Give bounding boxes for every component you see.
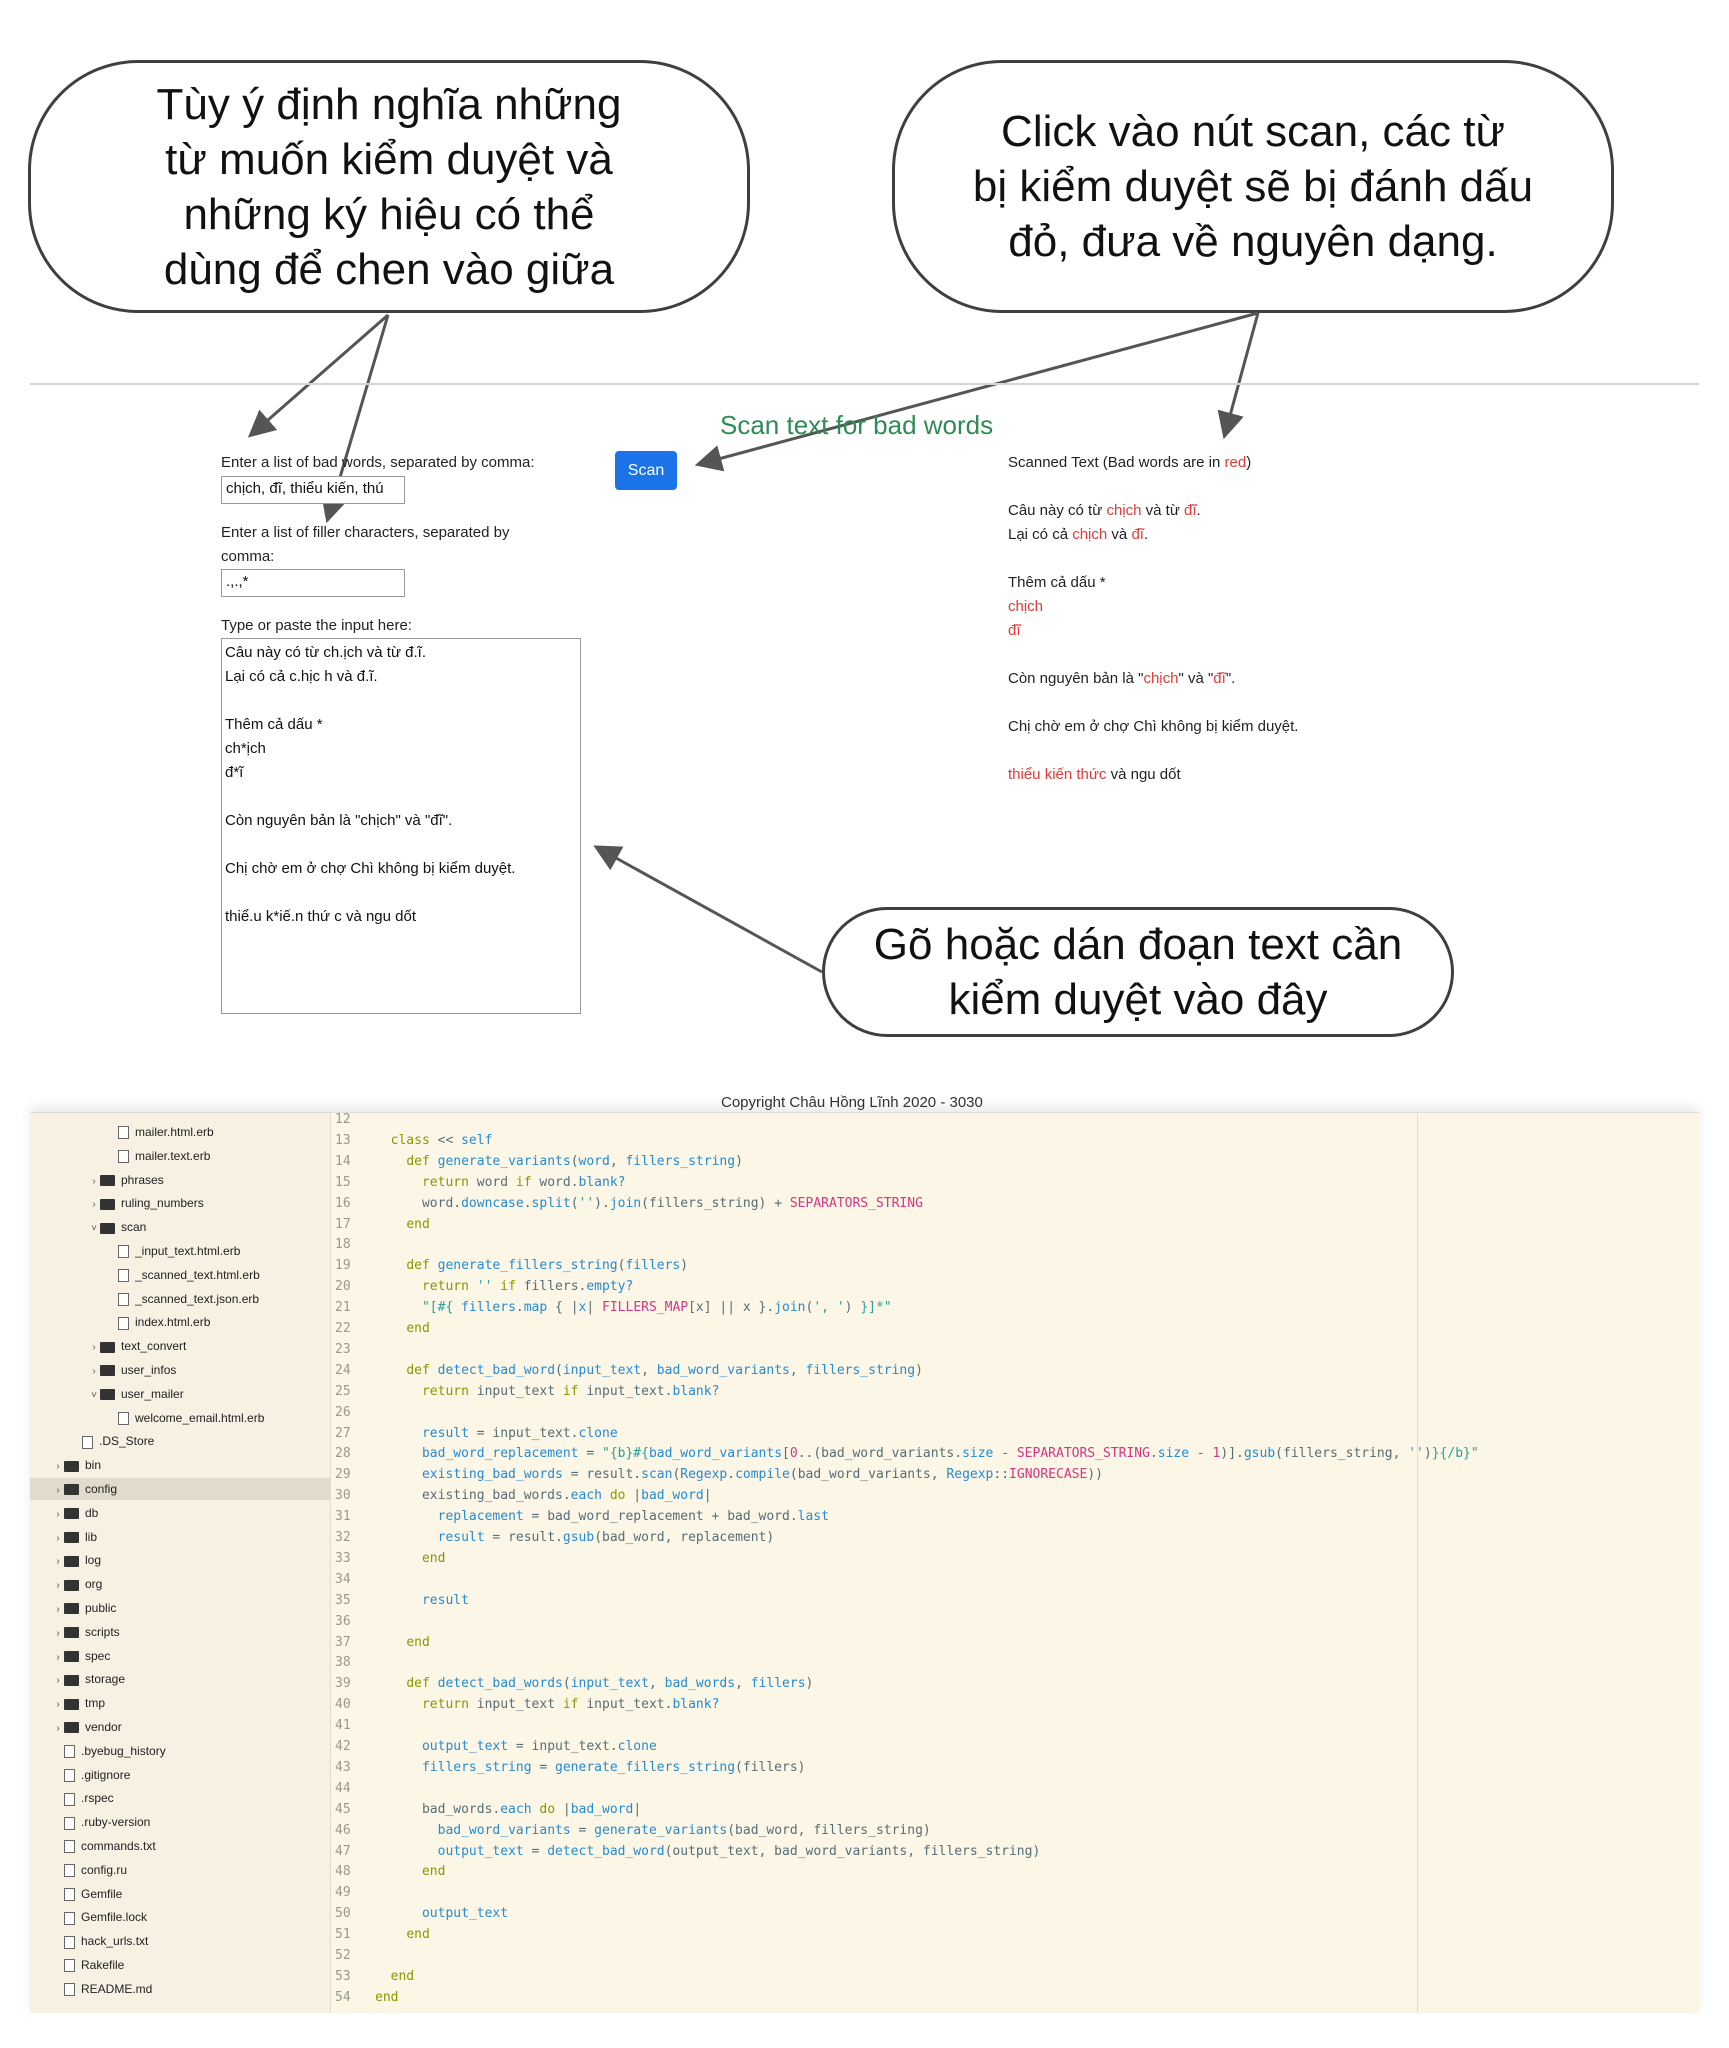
code-line: replacement = bad_word_replacement + bad_word.last [437, 1509, 829, 1525]
line-number: 40 [335, 1697, 351, 1713]
code-line: result = result.gsub(bad_word, replacement) [437, 1530, 775, 1545]
file-icon [64, 1840, 75, 1853]
line-number: 16 [335, 1195, 351, 1211]
callout-input-text: Gõ hoặc dán đoạn text cần kiểm duyệt vào đây [873, 920, 1403, 1024]
line-number: 38 [335, 1655, 351, 1671]
tree-item-label: hack_urls.txt [81, 1934, 149, 1949]
code-line: word.downcase.split('').join(fillers_string) + SEPARATORS_STRING [375, 1195, 923, 1211]
code-line: def detect_bad_word(input_text, bad_word_variants, fillers_string) [406, 1362, 923, 1378]
line-number: 45 [335, 1801, 351, 1817]
file-icon [118, 1293, 129, 1306]
chevron-right-icon[interactable]: › [56, 1580, 60, 1592]
code-line: return input_text if input_text.blank? [421, 1697, 720, 1713]
file-icon [82, 1436, 93, 1449]
copyright: Copyright Châu Hồng Lĩnh 2020 - 3030 [721, 1094, 983, 1111]
code-line: output_text [421, 1906, 509, 1922]
tree-item-label: public [85, 1601, 117, 1615]
page-title: Scan text for bad words [720, 410, 994, 440]
tree-item-label: .gitignore [81, 1767, 131, 1782]
line-numbers [331, 1113, 375, 2013]
tree-file[interactable] [30, 1311, 330, 1333]
file-icon [118, 1317, 129, 1330]
tree-item-label: .byebug_history [81, 1743, 166, 1758]
tree-file[interactable] [30, 1859, 330, 1881]
tree-item-label: welcome_email.html.erb [135, 1410, 265, 1425]
column-ruler [1417, 1113, 1418, 2013]
scanned-line: Lại có cả chịch và đĩ. [1008, 526, 1149, 543]
line-number: 49 [335, 1885, 351, 1901]
code-editor [30, 1112, 1699, 2013]
tree-file[interactable] [30, 1240, 330, 1262]
line-number: 12 [335, 1112, 351, 1127]
file-icon [118, 1412, 129, 1425]
folder-icon [64, 1556, 79, 1567]
folder-icon [64, 1461, 79, 1472]
file-icon [118, 1150, 129, 1163]
tree-file[interactable] [30, 1883, 330, 1905]
tree-folder[interactable] [30, 1621, 330, 1643]
code-line: end [375, 1989, 399, 2005]
line-number: 33 [335, 1550, 351, 1566]
tree-item-label: index.html.erb [135, 1315, 211, 1330]
tree-folder[interactable] [30, 1716, 330, 1738]
code-line: end [421, 1550, 446, 1566]
file-icon [118, 1269, 129, 1282]
code-line: return input_text if input_text.blank? [421, 1383, 720, 1399]
code-line: result [421, 1592, 469, 1608]
tree-file[interactable] [30, 1835, 330, 1857]
scanned-line: Câu này có từ chịch và từ đĩ. [1008, 502, 1201, 519]
tree-item-label: tmp [85, 1696, 106, 1711]
line-number: 21 [335, 1300, 351, 1316]
line-number: 29 [335, 1467, 351, 1483]
file-icon [64, 1936, 75, 1949]
code-line: end [390, 1968, 415, 1984]
line-number: 14 [335, 1153, 351, 1169]
line-number: 13 [335, 1132, 351, 1148]
tree-item-label: README.md [81, 1981, 153, 1996]
line-number: 26 [335, 1404, 351, 1420]
code-line: result = input_text.clone [421, 1425, 618, 1441]
tree-folder[interactable] [30, 1478, 330, 1500]
file-icon [64, 1912, 75, 1925]
folder-icon [64, 1627, 79, 1638]
tree-item-label: mailer.html.erb [135, 1125, 214, 1139]
code-line: end [406, 1634, 430, 1650]
tree-item-label: config.ru [81, 1862, 128, 1877]
tree-folder[interactable] [30, 1668, 330, 1690]
chevron-right-icon[interactable]: › [56, 1627, 60, 1639]
line-number: 15 [335, 1174, 351, 1190]
chevron-right-icon[interactable]: › [56, 1604, 60, 1615]
tree-folder[interactable] [30, 1692, 330, 1714]
tree-item-label: Gemfile [81, 1886, 123, 1901]
code-line: bad_word_replacement = "{b}#{bad_word_variants[0..(bad_word_variants.size - SEPARATORS_STRING.size - 1)].gsub(fillers_string, '')}{/b}" [421, 1446, 1479, 1462]
tree-folder[interactable] [30, 1192, 330, 1214]
code-area[interactable] [375, 1113, 1699, 2013]
folder-icon [100, 1365, 115, 1376]
code-line: output_text = detect_bad_word(output_text, bad_word_variants, fillers_string) [437, 1843, 1041, 1859]
scanned-line: thiểu kiến thức và ngu dốt [1008, 766, 1181, 783]
scanned-line: Chị chờ em ở chợ Chì không bị kiểm duyệt. [1008, 718, 1299, 735]
chevron-right-icon[interactable]: › [92, 1366, 96, 1377]
line-number: 18 [335, 1237, 351, 1253]
file-icon [64, 1745, 75, 1758]
tree-folder[interactable] [30, 1645, 330, 1667]
line-number: 24 [335, 1362, 351, 1378]
tree-folder[interactable] [30, 1454, 330, 1476]
bad-words-label: Enter a list of bad words, separated by comma: [221, 454, 535, 471]
input-textarea[interactable]: Câu này có từ ch.ịch và từ đ.ĩ. Lại có cả c.hịc h và đ.ĩ. Thêm cả dấu * ch*ịch đ*ĩ Còn nguyên bản là "chịch" và "đĩ". Chị chờ em ở chợ Chì không bị kiểm duyệt. thiể.u k*iế.n thứ c và ngu dốt [221, 638, 581, 1014]
folder-icon [100, 1342, 115, 1353]
file-icon [64, 1888, 75, 1901]
scanned-line: Thêm cả dấu * [1008, 574, 1106, 591]
line-number: 50 [335, 1906, 351, 1922]
tree-item-label: .rspec [81, 1791, 114, 1806]
tree-item-label: lib [85, 1529, 98, 1544]
tree-item-label: _input_text.html.erb [135, 1244, 241, 1258]
tree-item-label: .DS_Store [99, 1434, 155, 1449]
line-number: 51 [335, 1927, 351, 1943]
line-number: 37 [335, 1634, 351, 1650]
tree-file[interactable] [30, 1288, 330, 1310]
folder-icon [64, 1722, 79, 1733]
code-line: bad_word_variants = generate_variants(bad_word, fillers_string) [437, 1822, 931, 1838]
chevron-right-icon[interactable]: › [56, 1508, 60, 1520]
tree-file[interactable] [30, 1906, 330, 1928]
code-line: return word if word.blank? [421, 1174, 626, 1190]
chevron-right-icon[interactable]: › [56, 1699, 60, 1711]
tree-item-label: db [85, 1505, 99, 1520]
folder-icon [100, 1199, 115, 1210]
line-number: 22 [335, 1321, 351, 1336]
filler-label: Enter a list of filler characters, separated by comma: [221, 524, 510, 565]
code-line: end [406, 1927, 430, 1943]
tree-folder[interactable] [30, 1335, 330, 1357]
arrow-to-scan-button [700, 313, 1258, 464]
tree-item-label: _scanned_text.json.erb [135, 1291, 260, 1306]
chevron-down-icon[interactable]: ˅ [91, 1389, 97, 1401]
tree-item-label: ruling_numbers [121, 1196, 204, 1211]
folder-icon [64, 1532, 79, 1543]
code-line: "[#{ fillers.map { |x| FILLERS_MAP[x] || x }.join(', ') }]*" [421, 1300, 892, 1316]
folder-icon [100, 1175, 115, 1186]
line-number: 32 [335, 1530, 351, 1545]
file-tree [30, 1113, 331, 2013]
folder-icon [64, 1699, 79, 1710]
tree-item-label: user_infos [121, 1363, 177, 1377]
file-icon [64, 1959, 75, 1972]
tree-item-label: scan [121, 1220, 147, 1235]
tree-file[interactable] [30, 1930, 330, 1952]
line-number: 39 [335, 1676, 351, 1692]
tree-item-label: org [85, 1577, 103, 1592]
tree-item-label: .ruby-version [81, 1815, 151, 1830]
tree-item-label: vendor [85, 1720, 122, 1734]
filler-input[interactable]: .,.,* [221, 569, 405, 597]
folder-icon [64, 1603, 79, 1614]
tree-folder[interactable] [30, 1216, 330, 1238]
code-line: end [406, 1216, 430, 1232]
scan-button[interactable]: Scan [615, 451, 677, 490]
tree-file[interactable] [30, 1121, 330, 1143]
file-icon [64, 1983, 75, 1996]
line-number: 30 [335, 1488, 351, 1504]
line-number: 34 [335, 1571, 351, 1587]
folder-icon [64, 1651, 79, 1662]
scanned-line: chịch [1008, 598, 1044, 615]
chevron-right-icon[interactable]: › [56, 1461, 60, 1473]
file-icon [64, 1769, 75, 1782]
bad-words-input[interactable]: chịch, đĩ, thiểu kiến, thú [221, 476, 405, 504]
code-line: def generate_variants(word, fillers_string) [406, 1153, 743, 1169]
tree-folder[interactable] [30, 1359, 330, 1381]
folder-icon [64, 1675, 79, 1686]
code-line: return '' if fillers.empty? [421, 1279, 634, 1295]
folder-icon [100, 1389, 115, 1400]
line-number: 43 [335, 1759, 351, 1775]
arrow-to-input-area [598, 848, 822, 972]
code-line: end [406, 1321, 430, 1336]
line-number: 19 [335, 1258, 351, 1274]
chevron-right-icon[interactable]: › [92, 1175, 96, 1187]
tree-item-label: log [85, 1553, 102, 1568]
line-number: 54 [335, 1989, 351, 2005]
tree-item-label: commands.txt [81, 1839, 156, 1853]
line-number: 41 [335, 1718, 351, 1734]
folder-icon [64, 1484, 79, 1495]
input-label: Type or paste the input here: [221, 617, 412, 634]
code-line: existing_bad_words = result.scan(Regexp.compile(bad_word_variants, Regexp::IGNORECASE)) [421, 1467, 1103, 1483]
chevron-right-icon[interactable]: › [92, 1199, 96, 1211]
tree-file[interactable] [30, 1145, 330, 1167]
code-line: existing_bad_words.each do |bad_word| [375, 1488, 712, 1504]
file-icon [64, 1864, 75, 1877]
tree-folder[interactable] [30, 1549, 330, 1571]
line-number: 23 [335, 1341, 351, 1357]
code-line: def generate_fillers_string(fillers) [406, 1258, 689, 1274]
file-icon [64, 1793, 75, 1806]
folder-icon [64, 1508, 79, 1519]
chevron-right-icon[interactable]: › [56, 1532, 60, 1544]
line-number: 31 [335, 1509, 351, 1525]
line-number: 44 [335, 1780, 351, 1796]
tree-item-label: text_convert [121, 1339, 187, 1354]
line-number: 27 [335, 1425, 351, 1441]
tree-folder[interactable] [30, 1169, 330, 1191]
page-divider [30, 383, 1699, 385]
tree-folder[interactable] [30, 1383, 330, 1405]
line-number: 20 [335, 1279, 351, 1295]
scanned-line: Còn nguyên bản là "chịch" và "đĩ". [1008, 670, 1236, 687]
chevron-right-icon[interactable]: › [56, 1723, 60, 1734]
chevron-right-icon[interactable]: › [92, 1342, 96, 1354]
line-number: 35 [335, 1592, 351, 1608]
tree-file[interactable] [30, 1787, 330, 1809]
line-number: 47 [335, 1843, 351, 1859]
chevron-right-icon[interactable]: › [56, 1651, 60, 1663]
chevron-down-icon[interactable]: ˅ [91, 1223, 97, 1235]
tree-folder[interactable] [30, 1573, 330, 1595]
scanned-output [1008, 451, 1548, 787]
tree-file[interactable] [30, 1978, 330, 2000]
tree-item-label: config [85, 1482, 118, 1496]
line-number: 52 [335, 1948, 351, 1963]
tree-file[interactable] [30, 1264, 330, 1286]
file-icon [118, 1126, 129, 1139]
tree-folder[interactable] [30, 1502, 330, 1524]
tree-item-label: storage [85, 1672, 126, 1687]
code-line: output_text = input_text.clone [421, 1739, 657, 1754]
file-icon [64, 1817, 75, 1830]
line-number: 17 [335, 1216, 351, 1232]
folder-icon [100, 1223, 115, 1234]
code-line: fillers_string = generate_fillers_string(fillers) [421, 1759, 806, 1775]
tree-file[interactable] [30, 1811, 330, 1833]
tree-item-label: scripts [85, 1624, 120, 1639]
tree-file[interactable] [30, 1954, 330, 1976]
line-number: 28 [335, 1446, 351, 1462]
arrow-to-scanned-text [1225, 313, 1258, 434]
code-line: class << self [390, 1132, 493, 1148]
folder-icon [64, 1580, 79, 1591]
line-number: 48 [335, 1864, 351, 1880]
scanned-label: Scanned Text (Bad words are in red) [1008, 454, 1252, 471]
callout-scan-text: Click vào nút scan, các từ bị kiểm duyệt sẽ bị đánh dấu đỏ, đưa về nguyên dạng. [972, 107, 1534, 266]
line-number: 42 [335, 1739, 351, 1754]
tree-item-label: user_mailer [121, 1386, 184, 1401]
tree-item-label: phrases [121, 1172, 164, 1187]
tree-file[interactable] [30, 1764, 330, 1786]
tree-folder[interactable] [30, 1526, 330, 1548]
file-icon [118, 1245, 129, 1258]
line-number: 53 [335, 1968, 351, 1984]
tree-item-label: Rakefile [81, 1958, 125, 1972]
tree-item-label: Gemfile.lock [81, 1910, 148, 1925]
arrow-to-bad-words [252, 315, 388, 434]
tree-item-label: _scanned_text.html.erb [135, 1267, 260, 1282]
callout-bad-words-text: Tùy ý định nghĩa những từ muốn kiểm duyệt và những ký hiệu có thể dùng để chen vào giữa [156, 79, 622, 294]
line-number: 46 [335, 1822, 351, 1838]
tree-item-label: spec [85, 1648, 111, 1663]
code-line: bad_words.each do |bad_word| [375, 1801, 642, 1817]
tree-item-label: bin [85, 1458, 102, 1473]
code-line: end [421, 1864, 446, 1880]
line-number: 36 [335, 1613, 351, 1629]
chevron-right-icon[interactable]: › [56, 1675, 60, 1687]
tree-folder[interactable] [30, 1597, 330, 1619]
tree-file[interactable] [30, 1740, 330, 1762]
tree-item-label: mailer.text.erb [135, 1148, 211, 1163]
scanned-line: đĩ [1008, 622, 1021, 639]
tree-file[interactable] [30, 1430, 330, 1452]
chevron-right-icon[interactable]: › [56, 1485, 60, 1496]
chevron-right-icon[interactable]: › [56, 1556, 60, 1568]
line-number: 25 [335, 1383, 351, 1399]
code-line: def detect_bad_words(input_text, bad_words, fillers) [406, 1676, 814, 1692]
tree-file[interactable] [30, 1407, 330, 1429]
